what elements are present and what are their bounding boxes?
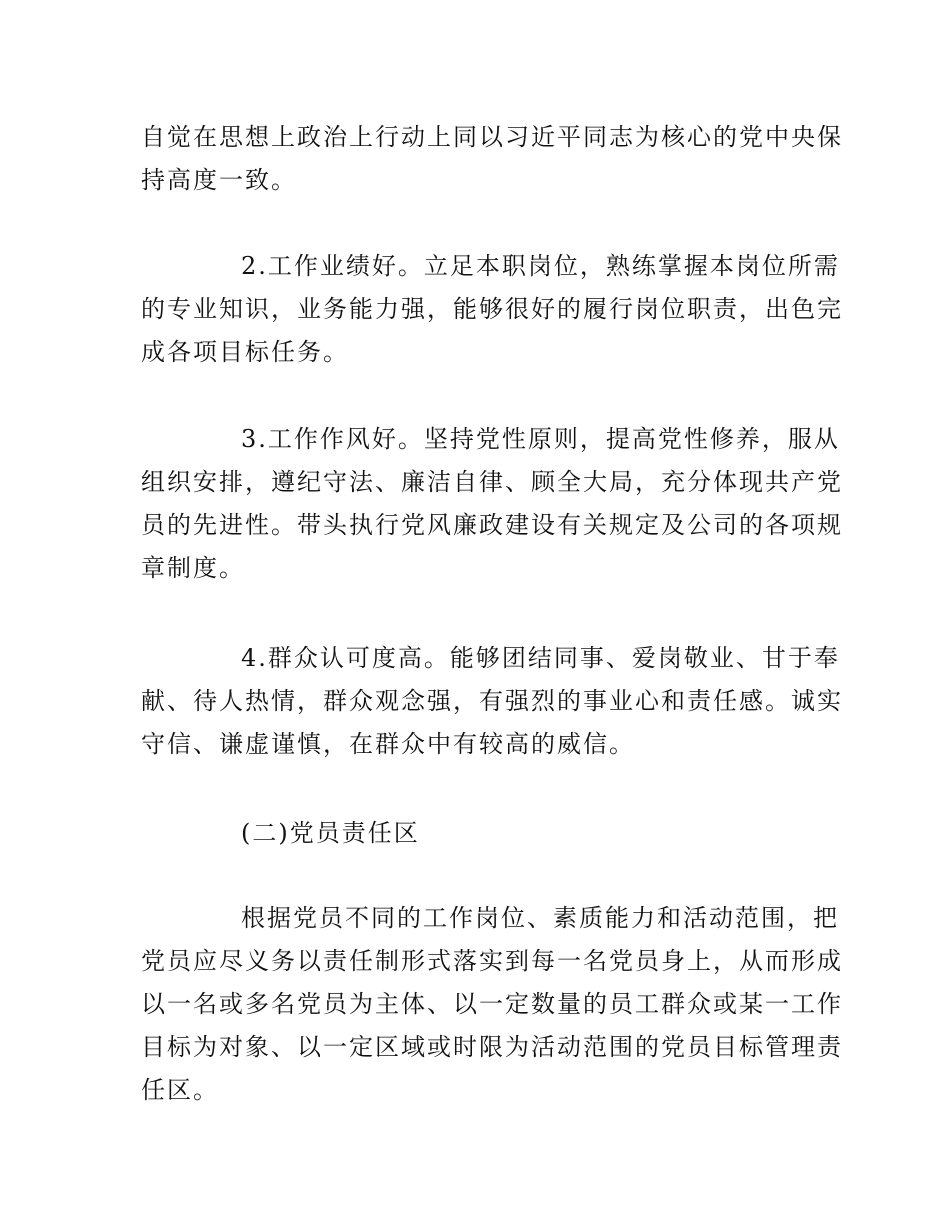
text-line: 献、待人热情，群众观念强，有强烈的事业心和责任感。诚实	[141, 687, 843, 715]
paragraph-item-3	[141, 418, 843, 590]
text-line: 自觉在思想上政治上行动上同以习近平同志为核心的党中央保	[141, 123, 843, 151]
paragraph-item-4	[141, 637, 843, 766]
paragraph-responsibility-zone	[141, 897, 843, 1112]
paragraph-item-2	[141, 245, 843, 374]
section-heading	[141, 812, 813, 855]
text-line: 守信、谦虚谨慎，在群众中有较高的威信。	[141, 730, 635, 758]
text-line: 4.群众认可度高。能够团结同事、爱岗敬业、甘于奉	[241, 644, 840, 672]
text-line: 2.工作业绩好。立足本职岗位，熟练掌握本岗位所需	[241, 252, 840, 280]
heading-text: (二)党员责任区	[241, 819, 420, 847]
text-line: 党员应尽义务以责任制形式落实到每一名党员身上，从而形成	[141, 947, 843, 975]
paragraph-continuation	[141, 116, 843, 202]
text-line: 成各项目标任务。	[141, 338, 349, 366]
text-line: 以一名或多名党员为主体、以一定数量的员工群众或某一工作	[141, 990, 843, 1018]
text-line: 持高度一致。	[141, 166, 297, 194]
text-line: 章制度。	[141, 554, 245, 582]
text-line: 组织安排，遵纪守法、廉洁自律、顾全大局，充分体现共产党	[141, 468, 843, 496]
text-line: 根据党员不同的工作岗位、素质能力和活动范围，把	[241, 904, 839, 932]
text-line: 员的先进性。带头执行党风廉政建设有关规定及公司的各项规	[141, 511, 843, 539]
text-line: 的专业知识，业务能力强，能够很好的履行岗位职责，出色完	[141, 295, 843, 323]
text-line: 3.工作作风好。坚持党性原则，提高党性修养，服从	[241, 425, 840, 453]
text-line: 目标为对象、以一定区域或时限为活动范围的党员目标管理责	[141, 1033, 843, 1061]
text-line: 任区。	[141, 1076, 219, 1104]
